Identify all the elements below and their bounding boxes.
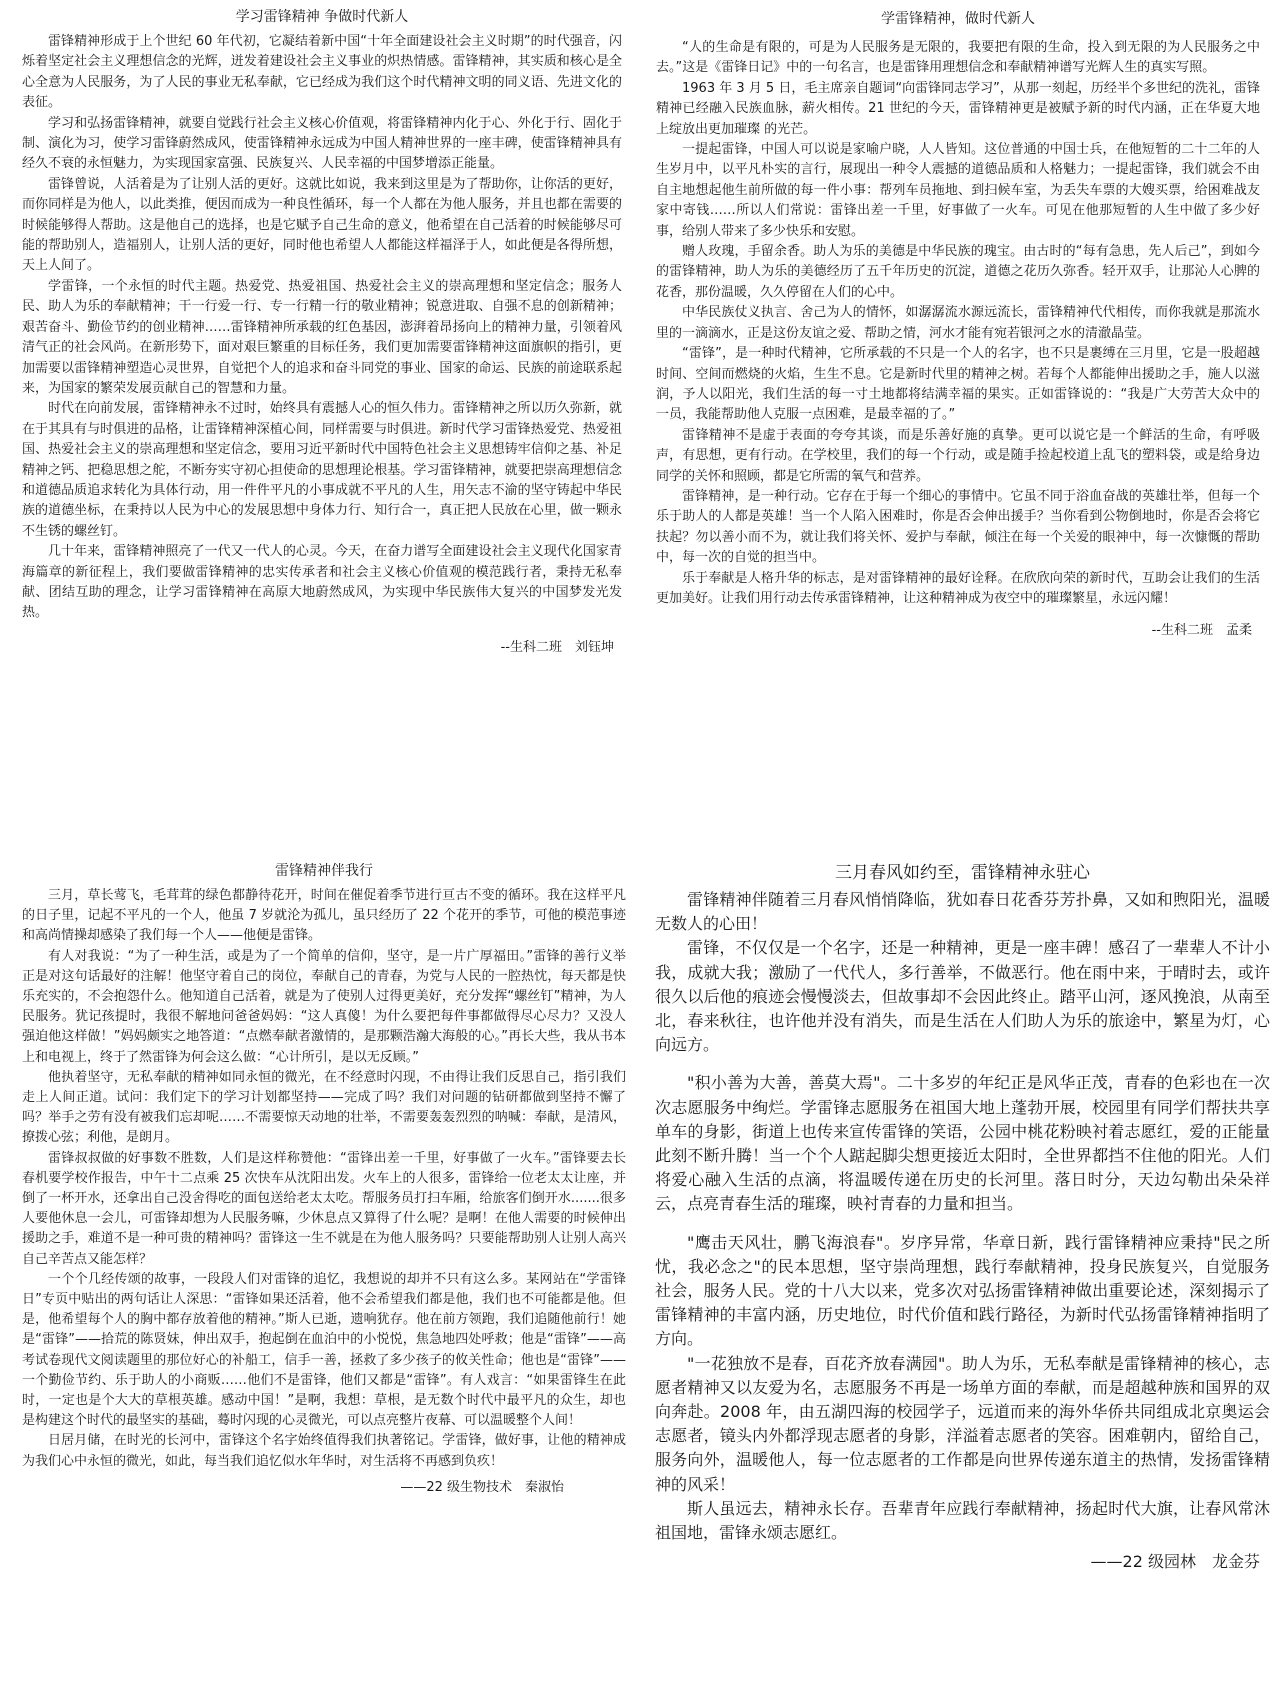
article-1-paragraph: 时代在向前发展，雷锋精神永不过时，始终具有震撼人心的恒久伟力。雷锋精神之所以历久弥新，就在于其具有与时俱进的品格，让雷锋精神深植心间，同样需要与时俱进。新时代学习雷锋热爱党、热爱祖国、热爱社会主义的崇高理想和坚定信念，要用习近平新时代中国特色社会主义思想铸牢信仰之基、补足精神之钙、把稳思想之舵，不断夯实守初心担使命的思想理论根基。学习雷锋精神，就要把崇高理想信念和道德品质追求转化为具体行动，用一件件平凡的小事成就不平凡的人生，用矢志不渝的坚守铸起中华民族的道德坐标，在秉持以人民为中心的发展思想中身体力行、知行合一，真正把人民放在心里，做一颗永不生锈的螺丝钉。 (22, 401, 622, 539)
article-4-signature: ——22 级园林 龙金芬 (1090, 1552, 1260, 1572)
article-2-paragraph: “雷锋”，是一种时代精神，它所承载的不只是一个人的名字，也不只是裹缚在三月里，它是一股超越时间、空间而燃烧的火焰，生生不息。它是新时代里的精神之树。若每个人都能伸出援助之手，施人以滋润，予人以阳光，我们生活的每一寸土地都将结满幸福的果实。正如雷锋说的：“我是广大劳苦大众中的一员，我能帮助他人克服一点困难，是最幸福的了。” (656, 346, 1260, 423)
article-3-paragraph: 三月，草长莺飞，毛茸茸的绿色都静待花开，时间在催促着季节进行亘古不变的循环。我在这样平凡的日子里，记起不平凡的一个人，他虽 7 岁就沦为孤儿，虽只经历了 22 个花开的季节，可他的模范事迹和高尚情操却感染了我们每一个人——他便是雷锋。 (22, 888, 626, 944)
article-1-paragraph: 学雷锋，一个永恒的时代主题。热爱党、热爱祖国、热爱社会主义的崇高理想和坚定信念；服务人民、助人为乐的奉献精神；干一行爱一行、专一行精一行的敬业精神；锐意进取、自强不息的创新精神；艰苦奋斗、勤俭节约的创业精神……雷锋精神所承载的红色基因，澎湃着昂扬向上的精神力量，引领着风清气正的社会风尚。在新形势下，面对艰巨繁重的目标任务，我们更加需要雷锋精神这面旗帜的指引，更加需要以雷锋精神塑造心灵世界，自觉把个人的追求和奋斗同党的事业、国家的命运、民族的前途联系起来，为国家的繁荣发展贡献自己的智慧和力量。 (22, 278, 622, 396)
article-1 (22, 8, 622, 808)
article-2-title: 学雷锋精神，做时代新人 (881, 11, 1035, 27)
article-3-paragraph: 雷锋叔叔做的好事数不胜数，人们是这样称赞他：“雷锋出差一千里，好事做了一火车。”雷锋要去长春机要学校作报告，中午十二点乘 25 次快车从沈阳出发。火车上的人很多，雷锋给一位老太太让座，并倒了一杯开水，还拿出自己没舍得吃的面包送给老太太吃。帮服务员打扫车厢，给旅客们倒开水.......很多人要他休息一会儿，可雷锋却想为人民服务嘛，少休息点又算得了什么呢？是啊！在他人需要的时候伸出援助之手，难道不是一种可贵的精神吗？雷锋这一生不就是在为他人服务吗？只要能帮助别人让别人高兴自己辛苦点又能怎样？ (22, 1150, 626, 1267)
article-4-title: 三月春风如约至，雷锋精神永驻心 (835, 863, 1090, 883)
article-1-title: 学习雷锋精神 争做时代新人 (235, 9, 409, 25)
article-3-paragraph: 日居月储，在时光的长河中，雷锋这个名字始终值得我们执著铭记。学雷锋，做好事，让他的精神成为我们心中永恒的微光，如此，每当我们追忆似水年华时，对生活将不再感到负疚！ (22, 1433, 626, 1469)
article-1-paragraph: 几十年来，雷锋精神照亮了一代又一代人的心灵。今天，在奋力谱写全面建设社会主义现代化国家青海篇章的新征程上，我们要做雷锋精神的忠实传承者和社会主义核心价值观的模范践行者，秉持无私奉献、团结互助的理念，让学习雷锋精神在高原大地蔚然成风，为实现中华民族伟大复兴的中国梦发光发热。 (22, 544, 622, 621)
article-2 (656, 8, 1260, 808)
article-3 (22, 862, 626, 1694)
article-1-signature: --生科二班 刘钰坤 (500, 639, 614, 655)
article-4 (655, 862, 1270, 1694)
article-1-paragraph: 学习和弘扬雷锋精神，就要自觉践行社会主义核心价值观，将雷锋精神内化于心、外化于行、固化于制、演化为习，使学习雷锋蔚然成风，使雷锋精神永远成为中国人精神世界的一座丰碑，使雷锋精神具有经久不衰的永恒魅力，为实现国家富强、民族复兴、人民幸福的中国梦增添正能量。 (22, 115, 622, 172)
article-4-paragraph: "一花独放不是春，百花齐放春满园"。助人为乐，无私奉献是雷锋精神的核心，志愿者精神又以友爱为名，志愿服务不再是一场单方面的奉献，而是超越种族和国界的双向奔赴。2008 年，由五湖四海的校园学子，远道而来的海外华侨共同组成北京奥运会志愿者，镜头内外都浮现志愿者的身影，洋溢着志愿者的笑容。困难朝内，留给自己，服务向外，温暖他人，每一位志愿者的工作都是向世界传递东道主的热情，发扬雷锋精神的风采！ (655, 1353, 1270, 1494)
article-4-paragraph: 斯人虽远去，精神永长存。吾辈青年应践行奉献精神，扬起时代大旗，让春风常沐祖国地，雷锋永颂志愿红。 (655, 1498, 1270, 1543)
article-2-paragraph: “人的生命是有限的，可是为人民服务是无限的，我要把有限的生命，投入到无限的为人民服务之中去。”这是《雷锋日记》中的一句名言，也是雷锋用理想信念和奉献精神谱写光辉人生的真实写照。 (656, 40, 1260, 76)
article-2-paragraph: 1963 年 3 月 5 日，毛主席亲自题词“向雷锋同志学习”，从那一刻起，历经半个多世纪的洗礼，雷锋精神已经融入民族血脉，薪火相传。21 世纪的今天，雷锋精神更是被赋予新的时代内涵，正在华夏大地上绽放出更加璀璨 的光芒。 (656, 80, 1260, 137)
article-3-paragraph: 有人对我说：“为了一种生活，或是为了一个简单的信仰，坚守，是一片广厚福田。”雷锋的善行义举正是对这句话最好的注解！他坚守着自己的岗位，奉献自己的青春，为党与人民的一腔热忱，每天都是快乐充实的，不会抱怨什么。他知道自己活着，就是为了使别人过得更美好，充分发挥“螺丝钉”精神，为人民服务。犹记孩提时，我很不解地问爸爸妈妈：“这人真傻！为什么要把每件事都做得尽心尽力？又没人强迫他这样做！”妈妈颇实之地答道：“点燃奉献者激情的，是那颗浩瀚大海般的心。”再长大些，我从书本上和电视上，终于了然雷锋为何会这么做：“心计所引，是以无反顾。” (22, 948, 626, 1065)
article-3-signature: ——22 级生物技术 秦淑怡 (400, 1479, 564, 1495)
article-4-paragraph: "鹰击天风壮，鹏飞海浪春"。岁序异常，华章日新，践行雷锋精神应秉持"民之所忧，我必念之"的民本思想，坚守崇尚理想，践行奉献精神，投身民族复兴，自觉服务社会，服务人民。党的十八大以来，党多次对弘扬雷锋精神做出重要论述，深刻揭示了雷锋精神的丰富内涵，历史地位，时代价值和践行路径，为新时代弘扬雷锋精神指明了方向。 (655, 1232, 1270, 1349)
article-4-paragraph: 雷锋精神伴随着三月春风悄悄降临，犹如春日花香芬芳扑鼻，又如和煦阳光，温暖无数人的心田！ (655, 890, 1270, 934)
article-4-paragraph: "积小善为大善，善莫大焉"。二十多岁的年纪正是风华正茂，青春的色彩也在一次次志愿服务中绚烂。学雷锋志愿服务在祖国大地上蓬勃开展，校园里有同学们帮扶共享单车的身影，街道上也传来宣传雷锋的笑语，公园中桃花粉映衬着志愿红，爱的正能量此刻不断升腾！当一个个人踮起脚尖想更接近太阳时，全世界都挡不住他的阳光。人们将爱心融入生活的点滴，将温暖传递在历史的长河里。落日时分，天边勾勒出朵朵祥云，点亮青春生活的璀璨，映衬青春的力量和担当。 (655, 1073, 1270, 1214)
article-1-paragraph: 雷锋精神形成于上个世纪 60 年代初，它凝结着新中国“十年全面建设社会主义时期”的时代强音，闪烁着坚定社会主义理想信念的光辉，迸发着建设社会主义事业的炽热情感。雷锋精神，其实质和核心是全心全意为人民服务，为了人民的事业无私奉献，它已经成为我们这个时代精神文明的同义语、先进文化的表征。 (22, 34, 622, 111)
article-2-paragraph: 雷锋精神不是虚于表面的夸夸其谈，而是乐善好施的真挚。更可以说它是一个鲜活的生命，有呼吸声，有思想，更有行动。在学校里，我们的每一个行动，或是随手捡起校道上乱飞的塑料袋，或是给身边同学的关怀和照顾，都是它所需的氧气和营养。 (656, 427, 1260, 484)
article-4-paragraph: 雷锋，不仅仅是一个名字，还是一种精神，更是一座丰碑！感召了一辈辈人不计小我，成就大我；激励了一代代人，多行善举，不做恶行。他在雨中来，于晴时去，或许很久以后他的痕迹会慢慢淡去，但故事却不会因此终止。踏平山河，逐风挽浪，从南至北，春来秋往，也许他并没有消失，而是生活在人们助人为乐的旅途中，繁星为灯，心向远方。 (655, 938, 1270, 1055)
article-3-title: 雷锋精神伴我行 (275, 863, 373, 879)
article-2-signature: --生科二班 孟柔 (1151, 623, 1252, 639)
article-2-paragraph: 乐于奉献是人格升华的标志，是对雷锋精神的最好诠释。在欣欣向荣的新时代，互助会让我们的生活更加美好。让我们用行动去传承雷锋精神，让这种精神成为夜空中的璀璨繁星，永远闪耀！ (656, 570, 1260, 606)
article-2-paragraph: 雷锋精神，是一种行动。它存在于每一个细心的事情中。它虽不同于浴血奋战的英雄壮举，但每一个乐于助人的人都是英雄！当一个人陷入困难时，你是否会伸出援手？当你看到公物倒地时，你是否会将它扶起？勿以善小而不为，就让我们将关怀、爱护与奉献，倾注在每一个关爱的眼神中，每一次慷慨的帮助中，每一次的自觉的担当中。 (656, 488, 1260, 566)
article-2-paragraph: 中华民族仗义执言、舍己为人的情怀，如潺潺流水源远流长，雷锋精神代代相传，而你我就是那流水里的一滴滴水，正是这份友谊之爱、帮助之情，河水才能有宛若银河之水的清澈晶莹。 (656, 305, 1260, 341)
article-2-paragraph: 一提起雷锋，中国人可以说是家喻户晓，人人皆知。这位普通的中国士兵，在他短暂的二十二年的人生岁月中，以平凡朴实的言行，展现出一种令人震撼的道德品质和人格魅力；一提起雷锋，我们就会不由自主地想起他生前所做的每一件小事：帮列车员拖地、到扫候车室，为丢失车票的大嫂买票，给困难战友家中寄钱……所以人们常说：雷锋出差一千里，好事做了一火车。可见在他那短暂的人生中做了多少好事，给别人带来了多少快乐和安慰。 (656, 142, 1260, 239)
article-2-paragraph: 赠人玫瑰，手留余香。助人为乐的美德是中华民族的瑰宝。由古时的“每有急患，先人后己”，到如今的雷锋精神，助人为乐的美德经历了五千年历史的沉淀，道德之花历久弥香。轻开双手，让那沁人心脾的花香，那份温暖，久久停留在人们的心中。 (656, 244, 1260, 300)
article-1-paragraph: 雷锋曾说，人活着是为了让别人活的更好。这就比如说，我来到这里是为了帮助你，让你活的更好，而你同样是为他人，以此类推，便因而成为一种良性循环，每一个人都在为他人服务，并且也都在需要的时候能够得人帮助。这是他自己的选择，也是它赋予自己生命的意义，他希望在自己活着的时候能够尽可能的帮助别人，造福别人，让别人活的更好，同时他也希望人人都能这样福泽于人，如此便是各得所想，天上人间了。 (22, 176, 622, 274)
article-3-paragraph: 一个个几经传颂的故事，一段段人们对雷锋的追忆，我想说的却并不只有这么多。某网站在“学雷锋日”专页中贴出的两句话让人深思：“雷锋如果还活着，他不会希望我们都是他，我们也不可能都是他。但是，他希望每个人的胸中都存放着他的精神。”斯人已逝，遗响犹存。他在前方领跑，我们追随他前行！她是“雷锋”——拾荒的陈贤妹，伸出双手，抱起倒在血泊中的小悦悦，焦急地四处呼救；他是“雷锋”——高考试卷现代文阅读题里的那位好心的补船工，信手一善，拯救了多少孩子的攸关性命；他也是“雷锋”——一个勤俭节约、乐于助人的小商贩……他们不是雷锋，他们又都是“雷锋”。有人戏言：“如果雷锋生在此时，一定也是个大大的草根英雄。感动中国！”是啊，我想：草根，是无数个时代中最平凡的众生，却也是构建这个时代的最坚实的基础，蓦时闪现的心灵微光，可以点亮整片夜幕、可以温暖整个人间！ (22, 1271, 626, 1429)
article-3-paragraph: 他执着坚守，无私奉献的精神如同永恒的微光，在不经意时闪现，不由得让我们反思自己，指引我们走上人间正道。试问：我们定下的学习计划都坚持——完成了吗？我们对问题的钻研都做到坚持不懈了吗？举手之劳有没有被我们忘却呢……不需要惊天动地的壮举，不需要轰轰烈烈的呐喊：奉献，是清风，撩拨心弦；利他，是朗月。 (22, 1069, 626, 1146)
